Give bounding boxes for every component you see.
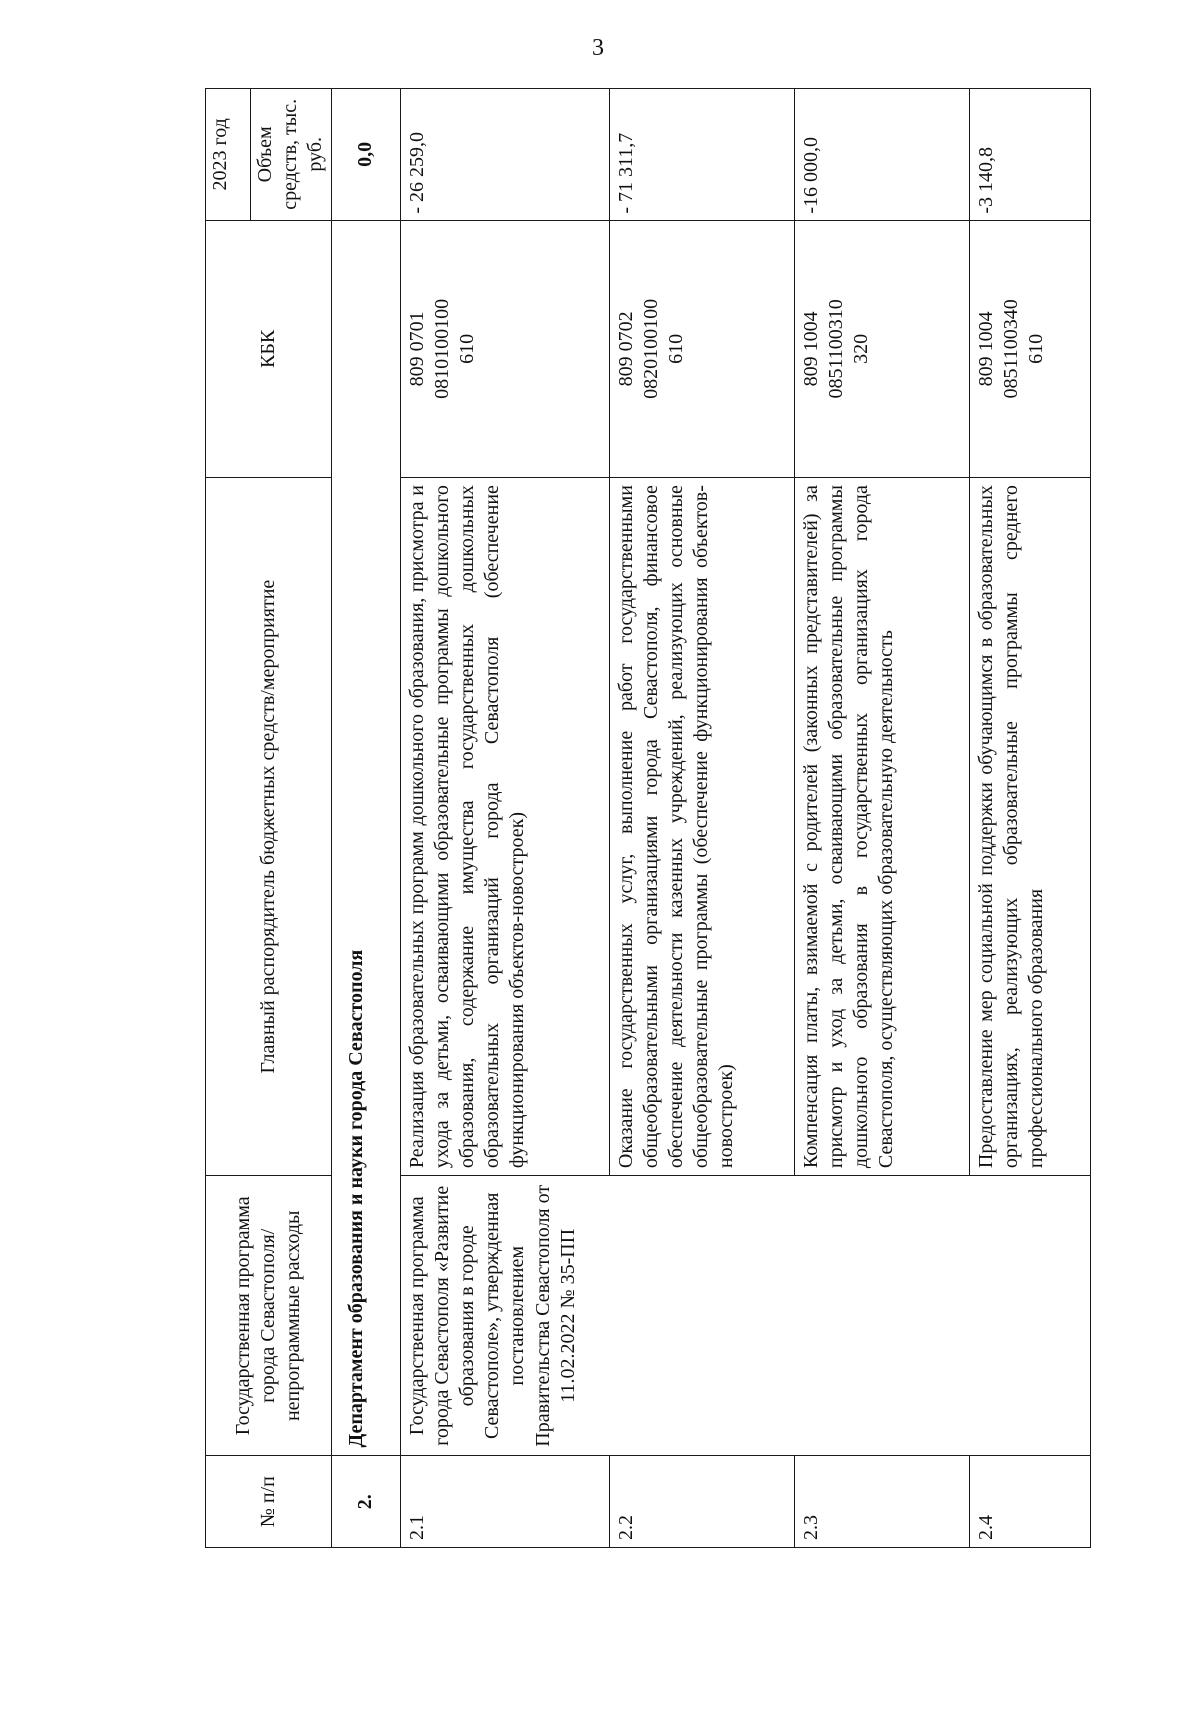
row-kbk — [969, 220, 1090, 477]
header-num: № п/п — [206, 1456, 332, 1548]
kbk-line: 610 — [664, 333, 687, 364]
kbk-line: 809 1004 — [799, 311, 822, 387]
kbk-line: 610 — [1024, 333, 1047, 364]
row-activity: Компенсация платы, взимаемой с родителей (законных представителей) за присмотр и уход за детьми, осваивающими образовательные программы дошкольного образования в государственных организациях города Севастополя, осуществляющих образовательную деятельность — [794, 478, 969, 1176]
kbk-line: 809 0702 — [614, 311, 637, 387]
row-num: 2.3 — [794, 1456, 969, 1548]
page-number: 3 — [592, 35, 604, 61]
kbk-line: 0851100340 — [999, 299, 1022, 399]
header-year: 2023 год — [206, 89, 251, 221]
department-num: 2. — [331, 1456, 400, 1548]
row-num: 2.2 — [609, 1456, 794, 1548]
kbk-line: 320 — [849, 333, 872, 364]
header-volume: Объем средств, тыс. руб. — [251, 89, 332, 221]
row-activity: Оказание государственных услуг, выполнение работ государственными общеобразовательными организациями города Севастополя, финансовое обеспечение деятельности казенных учреждений, реализующих основные общеобразовательные программы (обеспечение функционирования объектов-новостроек) — [609, 478, 794, 1176]
kbk-line: 0820100100 — [639, 298, 662, 399]
row-num: 2.4 — [969, 1456, 1090, 1548]
row-amount: - 71 311,7 — [609, 89, 794, 221]
department-row — [331, 89, 400, 1548]
row-num: 2.1 — [400, 1456, 609, 1548]
kbk-line: 809 0701 — [405, 311, 428, 387]
row-activity: Реализация образовательных программ дошкольного образования, присмотра и ухода за детьми, осваивающими образовательные программы дошкольного образования, содержание имущества государственных дошкольных образовательных организаций города Севастополя (обеспечение функционирования объектов-новостроек) — [400, 478, 609, 1176]
kbk-line: 610 — [455, 333, 478, 364]
table-header-row — [206, 89, 251, 1548]
rotated-table-wrapper — [205, 88, 1100, 1548]
row-activity: Предоставление мер социальной поддержки обучающимся в образовательных организациях, реализующих образовательные программы среднего профессионального образования — [969, 478, 1090, 1176]
row-kbk — [794, 220, 969, 477]
budget-table — [205, 88, 1091, 1548]
row-kbk — [400, 220, 609, 477]
header-kbk: КБК — [206, 220, 332, 477]
program-text: Государственная программа города Севастополя «Развитие образования в городе Севастополе», утвержденная постановлением Правительства Севастополя от 11.02.2022 № 35-ПП — [405, 1184, 579, 1447]
table-row — [400, 89, 609, 1548]
header-program: Государственная программа города Севастополя/ непрограммные расходы — [206, 1176, 332, 1456]
department-title: Департамент образования и науки города Севастополя — [331, 220, 400, 1456]
kbk-line: 0851100310 — [824, 299, 847, 399]
kbk-line: 809 1004 — [974, 311, 997, 387]
row-amount: -16 000,0 — [794, 89, 969, 221]
row-amount: - 26 259,0 — [400, 89, 609, 221]
row-amount: -3 140,8 — [969, 89, 1090, 221]
header-manager: Главный распорядитель бюджетных средств/мероприятие — [206, 478, 332, 1176]
row-kbk — [609, 220, 794, 477]
kbk-line: 0810100100 — [430, 298, 453, 399]
department-total: 0,0 — [331, 89, 400, 221]
program-cell — [400, 1176, 1090, 1456]
